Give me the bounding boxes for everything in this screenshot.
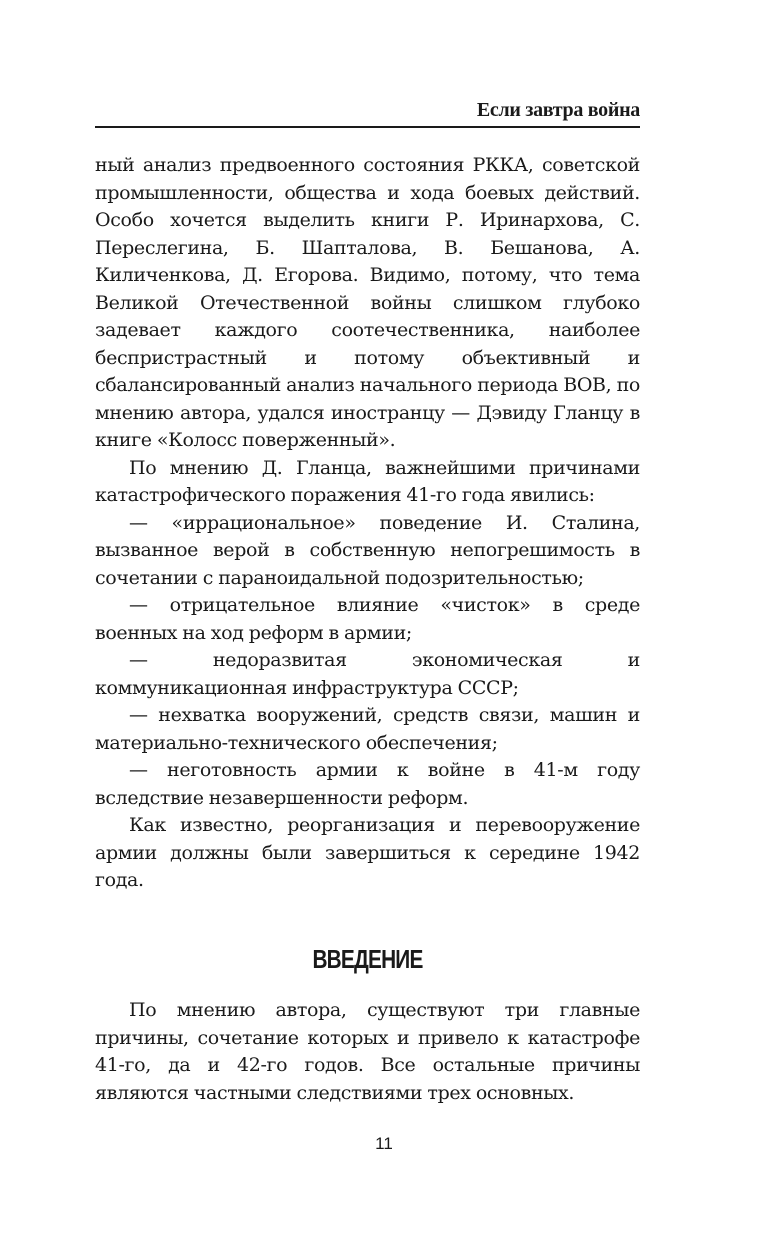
paragraph-intro: По мнению автора, существуют три главные причины, сочетание которых и привело к катастрофе 41-го, да и 42-го годов. Все остальные причины являются частными следствиями трех основных. bbox=[95, 999, 640, 1104]
main-text-block bbox=[95, 152, 640, 895]
paragraph-continuation: ный анализ предвоенного состояния РККА, советской промышленности, общества и хода боевых действий. Особо хочется выделить книги Р. Иринархова, С. Переслегина, Б. Шапталова, В. Бешанова, А. Киличенкова, Д. Егорова. Видимо, потому, что тема Великой Отечественной войны слишком глубоко задевает каждого соотечественника, наиболее беспристрастный и потому объективный и сбалансированный анализ начального периода ВОВ, по мнению автора, удался иностранцу — Дэвиду Гланцу в книге «Колосс поверженный». bbox=[95, 154, 640, 451]
section-heading: ВВЕДЕНИЕ bbox=[312, 944, 423, 974]
running-title: Если завтра война bbox=[95, 100, 640, 128]
list-item-stalin: — «иррациональное» поведение И. Сталина, вызванное верой в собственную непогрешимость в сочетании с параноидальной подозрительностью; bbox=[95, 511, 640, 589]
intro-text-block bbox=[95, 997, 640, 1107]
page-number: 11 bbox=[375, 1134, 393, 1153]
paragraph-reorganization: Как известно, реорганизация и перевооружение армии должны были завершиться к середине 1942 года. bbox=[95, 814, 640, 891]
list-item-unpreparedness: — неготовность армии к войне в 41-м году вследствие незавершенности реформ. bbox=[95, 759, 640, 809]
list-item-infrastructure: — недоразвитая экономическая и коммуникационная инфраструктура СССР; bbox=[95, 649, 640, 699]
list-item-shortage: — нехватка вооружений, средств связи, машин и материально-технического обеспечения; bbox=[95, 704, 640, 754]
list-item-purges: — отрицательное влияние «чисток» в среде военных на ход реформ в армии; bbox=[95, 594, 640, 644]
paragraph-glantz-intro: По мнению Д. Гланца, важнейшими причинами катастрофического поражения 41-го года явились: bbox=[95, 456, 640, 506]
